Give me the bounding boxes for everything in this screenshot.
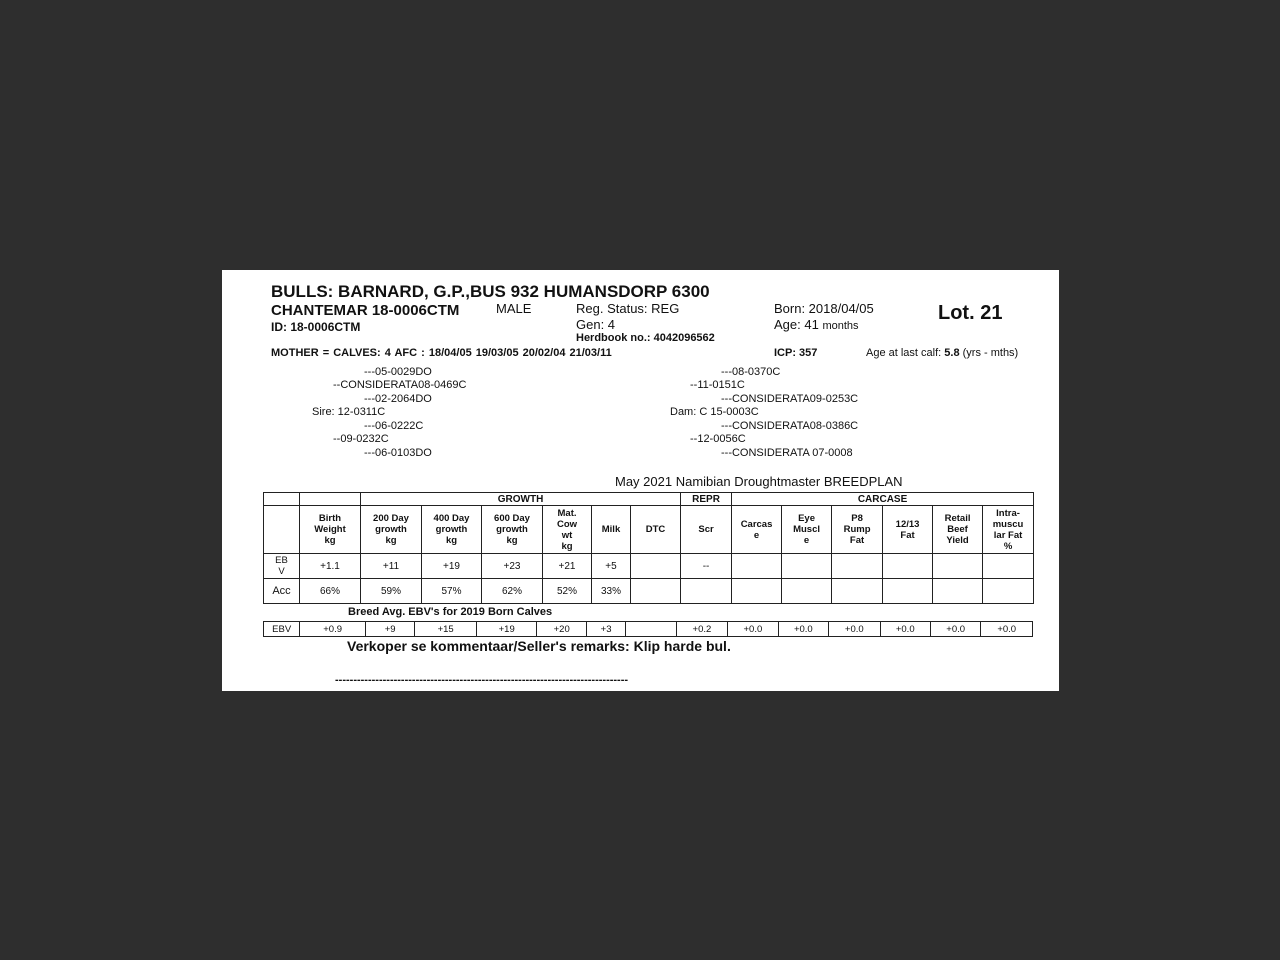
- table-cell: +0.9: [300, 622, 366, 637]
- table-cell: 52%: [543, 579, 592, 604]
- table-cell: +19: [476, 622, 537, 637]
- table-cell: [631, 579, 681, 604]
- born-date: Born: 2018/04/05: [774, 301, 874, 316]
- table-cell: 33%: [592, 579, 631, 604]
- table-cell: +5: [592, 554, 631, 579]
- table-cell: +0.0: [829, 622, 880, 637]
- pedigree-sire-line: ---06-0222C: [364, 420, 424, 432]
- table-cell: [631, 554, 681, 579]
- column-header: Retail Beef Yield: [933, 506, 983, 554]
- group-carcase: CARCASE: [732, 493, 1034, 506]
- table-cell: 59%: [361, 579, 422, 604]
- table-row: [264, 622, 1033, 637]
- table-cell: --: [681, 554, 732, 579]
- column-header: Mat. Cow wt kg: [543, 506, 592, 554]
- breed-avg-table: [263, 621, 1033, 637]
- signature-line: --------------------------------------------------------------------------------: [335, 674, 629, 686]
- row-label: Acc: [264, 579, 300, 604]
- table-cell: [782, 554, 832, 579]
- table-cell: [681, 579, 732, 604]
- table-cell: [782, 579, 832, 604]
- table-row: [264, 554, 1034, 579]
- table-cell: +0.2: [676, 622, 727, 637]
- table-cell: 62%: [482, 579, 543, 604]
- pedigree-dam: Dam: C 15-0003C: [670, 406, 759, 418]
- table-cell: +23: [482, 554, 543, 579]
- column-header: Scr: [681, 506, 732, 554]
- column-header: DTC: [631, 506, 681, 554]
- age-unit: months: [822, 320, 859, 332]
- table-cell: +11: [361, 554, 422, 579]
- table-cell: +9: [365, 622, 414, 637]
- animal-id: ID: 18-0006CTM: [271, 320, 361, 334]
- table-cell: [732, 554, 782, 579]
- blank-cell: [264, 506, 300, 554]
- age-last-calf-value: 5.8: [944, 347, 960, 359]
- seller-remarks: Verkoper se kommentaar/Seller's remarks: Klip harde bul.: [347, 638, 731, 654]
- column-header: Milk: [592, 506, 631, 554]
- table-cell: +15: [415, 622, 477, 637]
- table-cell: [732, 579, 782, 604]
- pedigree-sire-line: ---05-0029DO: [364, 366, 432, 378]
- pedigree-sire-line: ---02-2064DO: [364, 393, 432, 405]
- table-cell: +0.0: [728, 622, 778, 637]
- pedigree-sire-line: ---06-0103DO: [364, 447, 432, 459]
- age-last-calf-unit: (yrs - mths): [959, 347, 1019, 359]
- table-cell: +0.0: [778, 622, 828, 637]
- column-header: P8 Rump Fat: [832, 506, 883, 554]
- row-label: EB V: [264, 554, 300, 579]
- breed-avg-title: Breed Avg. EBV's for 2019 Born Calves: [348, 606, 553, 618]
- mother-calves-line: MOTHER = CALVES: 4 AFC : 18/04/05 19/03/05 20/02/04 21/03/11: [271, 347, 612, 359]
- table-cell: [832, 554, 883, 579]
- pedigree-sire-line: --CONSIDERATA08-0469C: [333, 379, 467, 391]
- table-cell: +3: [586, 622, 625, 637]
- blank-cell: [264, 493, 300, 506]
- herdbook-number: Herdbook no.: 4042096562: [576, 332, 715, 344]
- pedigree-dam-line: ---CONSIDERATA 07-0008: [721, 447, 853, 459]
- column-header: Carcas e: [732, 506, 782, 554]
- column-header: 12/13 Fat: [883, 506, 933, 554]
- group-growth: GROWTH: [361, 493, 681, 506]
- pedigree-dam-line: --11-0151C: [690, 379, 745, 391]
- table-cell: +21: [543, 554, 592, 579]
- table-cell: [933, 579, 983, 604]
- ebv-table: [263, 492, 1034, 604]
- table-cell: [832, 579, 883, 604]
- reg-status: Reg. Status: REG: [576, 301, 680, 316]
- column-header: Intra- muscu lar Fat %: [983, 506, 1034, 554]
- age-value: Age: 41: [774, 317, 819, 332]
- group-repr: REPR: [681, 493, 732, 506]
- pedigree-dam-line: ---08-0370C: [721, 366, 781, 378]
- animal-name: CHANTEMAR 18-0006CTM: [271, 302, 460, 319]
- table-cell: +19: [422, 554, 482, 579]
- column-header: 600 Day growth kg: [482, 506, 543, 554]
- table-cell: +1.1: [300, 554, 361, 579]
- breedplan-title: May 2021 Namibian Droughtmaster BREEDPLAN: [615, 474, 903, 489]
- table-cell: [883, 554, 933, 579]
- animal-sex: MALE: [496, 301, 532, 316]
- row-label: EBV: [264, 622, 300, 637]
- column-header: Birth Weight kg: [300, 506, 361, 554]
- pedigree-sire: Sire: 12-0311C: [312, 406, 386, 418]
- column-header: 400 Day growth kg: [422, 506, 482, 554]
- icp-value: ICP: 357: [774, 347, 818, 359]
- seller-title: BULLS: BARNARD, G.P.,BUS 932 HUMANSDORP 6300: [271, 282, 710, 301]
- table-cell: +0.0: [981, 622, 1033, 637]
- pedigree-dam-line: ---CONSIDERATA08-0386C: [721, 420, 859, 432]
- lot-number: Lot. 21: [938, 302, 1003, 324]
- group-header-row: [264, 493, 1034, 506]
- column-header: 200 Day growth kg: [361, 506, 422, 554]
- table-cell: [883, 579, 933, 604]
- table-cell: +20: [537, 622, 586, 637]
- pedigree-dam-line: --12-0056C: [690, 433, 746, 445]
- pedigree-dam-line: ---CONSIDERATA09-0253C: [721, 393, 859, 405]
- column-header: Eye Muscl e: [782, 506, 832, 554]
- age-last-calf-label: Age at last calf:: [866, 347, 945, 359]
- age-at-last-calf: [866, 347, 1018, 359]
- table-cell: +0.0: [880, 622, 930, 637]
- generation: Gen: 4: [576, 317, 616, 332]
- column-header-row: [264, 506, 1034, 554]
- table-cell: +0.0: [930, 622, 980, 637]
- table-cell: 57%: [422, 579, 482, 604]
- animal-age: [774, 317, 859, 332]
- blank-cell: [300, 493, 361, 506]
- sale-catalogue-page: [222, 270, 1059, 691]
- table-cell: [933, 554, 983, 579]
- pedigree-sire-line: --09-0232C: [333, 433, 389, 445]
- table-row: [264, 579, 1034, 604]
- table-cell: 66%: [300, 579, 361, 604]
- table-cell: [626, 622, 676, 637]
- table-cell: [983, 554, 1034, 579]
- table-cell: [983, 579, 1034, 604]
